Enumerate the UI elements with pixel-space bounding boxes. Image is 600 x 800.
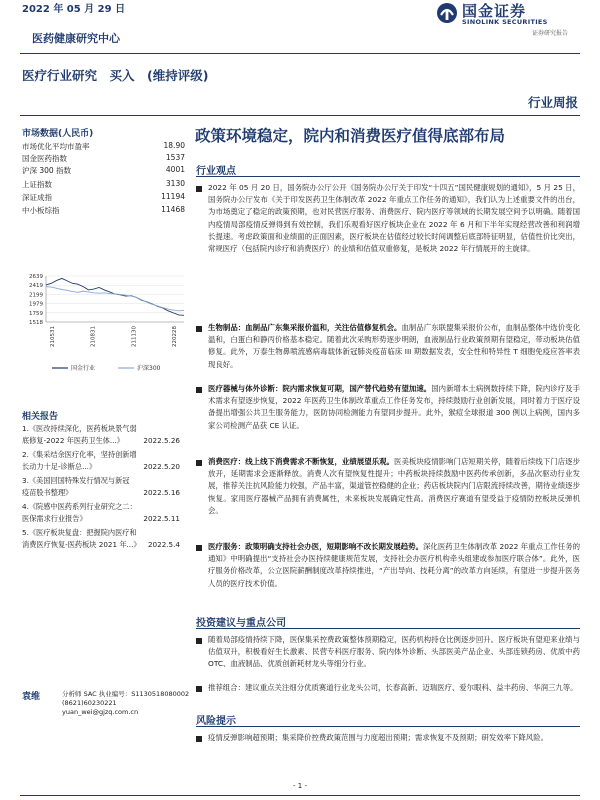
logo-en-text: SINOLINK SECURITIES: [462, 18, 548, 26]
paragraph-services: 医疗服务：政策明确支持社会办医，短期影响不改长期发展趋势。深化医药卫生体制改革 2022 年重点工作任务的通知》中明确提出“支持社会办医持续健康规范发展，支持社会办医疗机构牵头组建或参加医疗联合体”。此外，医疗服务价格改革，公立医院薪酬制度改革持续推进，“产出导向、技耗分离”的改革方向延续，有望进一步提升医务人员的医疗技术价值。: [208, 542, 580, 588]
sinolink-logo-icon: [436, 2, 458, 24]
related-report-item[interactable]: [22, 475, 190, 498]
logo-subtitle: 证券研究报告: [532, 30, 569, 37]
report-type: 行业周报: [527, 95, 578, 110]
analyst-phone: (8621)60230221: [62, 699, 117, 707]
market-row: [22, 165, 185, 176]
x-tick-label: 210831: [90, 326, 97, 347]
section-divider: [196, 726, 580, 727]
related-report-item[interactable]: [22, 423, 190, 446]
footer-divider: [20, 795, 580, 796]
bullet-icon: [196, 736, 202, 742]
series-line-sector: [46, 278, 184, 315]
related-report-title-cont: 长动力十足-诊断总...》 2022.5.20: [22, 461, 180, 471]
related-report-title: 1.《医改持续深化，医药板块景气弱: [22, 424, 137, 433]
related-report-item[interactable]: [22, 449, 190, 472]
related-report-date: 2022.5.4: [147, 539, 180, 549]
x-tick-label: 220228: [172, 326, 178, 347]
market-row: [22, 192, 185, 203]
market-label: 市场优化平均市盈率: [22, 142, 90, 151]
market-data-heading: 市场数据(人民币): [22, 129, 94, 139]
index-line-chart: [14, 270, 194, 405]
bullet-icon: [196, 387, 202, 393]
related-report-date: 2022.5.11: [143, 513, 180, 523]
analyst-contact: [62, 690, 192, 717]
related-report-item[interactable]: [22, 527, 190, 550]
related-report-title-cont: 疫苗股书整理》 2022.5.16: [22, 487, 180, 497]
related-report-item[interactable]: [22, 501, 190, 524]
paragraph-devices: 医疗器械与体外诊断：院内需求恢复可期，国产替代趋势有望加速。国内新增本土病例数持续下降，院内诊疗及手术需求有望逐步恢复，2022 年医药卫生体制改革重点工作任务发布，持续鼓励行业创新发展，同时着力于医疗设备提出增强公共卫生服务能力，医防协同检测能力有望同步提升。此外，猴痘全球报道 300 例以上病例，国内多家公司检测产品获 CE 认证。: [208, 384, 580, 430]
related-report-title-cont: 消费医疗恢复-医药板块 2021 年...》 2022.5.4: [22, 539, 180, 549]
related-report-date: 2022.5.20: [143, 461, 180, 471]
market-row: [22, 141, 185, 152]
y-tick-label: 2639: [29, 274, 43, 280]
market-row: [22, 179, 185, 190]
market-value: 11468: [161, 205, 185, 214]
page-number: - 1 -: [293, 782, 307, 790]
paragraph-policy: 2022 年 05 月 20 日，国务院办公厅公开《国务院办公厅关于印发“十四五”国民健康规划的通知》，5 月 25 日，国务院办公厅发布《关于印发医药卫生体制改革 2022 年重点工作任务的通知》，我们认为上述重要文件的出台，为市场奠定了稳定的政策预期，也对民营医疗服务、消费医疗、院内医疗等领域的长期发展空间予以明确。随着国内疫情局部疫情反弹得到有效控制，我们乐观看好医疗板块企业在 2022 年 6 月和下半年实现经营改善和利润增长提速。考虑政策面和业绩面的正面因素，医疗板块在估值经过较长时间调整后底部特征明显，估值性价比突出，常规医疗（包括院内诊疗和消费医疗）的业绩和估值双重修复，是板块 2022 年行情展开的主旋律。: [208, 183, 580, 254]
related-reports-heading: 相关报告: [22, 412, 59, 422]
market-label: 深证成指: [22, 193, 52, 202]
related-report-title-cont: 底修复-2022 年医药卫生体...》 2022.5.26: [22, 435, 180, 445]
bullet-icon: [196, 638, 202, 644]
bullet-icon: [196, 326, 202, 332]
brand-logo: [436, 0, 586, 38]
paragraph-bio: 生物制品：血制品广东集采报价温和，关注估值修复机会。血制品广东联盟集采报价公布，血制品整体中选价变化温和，白蛋白和静丙价格基本稳定。随着此次采购形势逐步明朗，血液制品行业政策预期有望稳定，带动板块估值修复。此外，万泰生物鼻喷流感病毒载体新冠肺炎疫苗临床 III 期数据发表，安全性和特异性 T 细胞免疫应答率表现良好。: [208, 323, 580, 369]
market-label: 上证指数: [22, 180, 52, 189]
market-value: 18.90: [163, 141, 185, 150]
market-label: 国金医药指数: [22, 154, 67, 163]
related-report-date: 2022.5.16: [143, 487, 180, 497]
report-date: 2022 年 05 月 29 日: [22, 4, 126, 15]
header-divider-2: [20, 115, 580, 116]
section-heading-risk: 风险提示: [196, 716, 236, 727]
analyst-name: 袁维: [22, 692, 41, 702]
analyst-license: 分析师 SAC 执业编号：S1130518080002: [62, 690, 190, 698]
research-center-name: 医药健康研究中心: [32, 32, 120, 45]
market-value: 1537: [165, 153, 185, 162]
header-divider: [20, 53, 580, 54]
y-tick-label: 1518: [29, 320, 43, 326]
related-report-title: 2.《集采结余医疗化率，坚持创新增: [22, 450, 137, 459]
logo-cn-text: 国金证券: [462, 2, 527, 20]
section-divider: [196, 176, 580, 177]
market-value: 4001: [165, 165, 185, 174]
paragraph-risk: 疫情反弹影响超预期；集采降价控费政策范围与力度超出预期；需求恢复不及预期；研发效率下降风险。: [208, 733, 548, 742]
related-report-title: 5.《医疗板块复盘：把握院内医疗和: [22, 528, 137, 537]
related-report-date: 2022.5.26: [143, 435, 180, 445]
market-label: 中小板综指: [22, 206, 60, 215]
market-row: [22, 153, 185, 164]
related-report-title: 3.《美国回国特殊发行情况与新冠: [22, 476, 130, 485]
x-tick-label: 210531: [50, 326, 56, 347]
legend-label-csi300: 沪深300: [137, 365, 161, 372]
report-rating-title: 医疗行业研究 买入 (维持评级): [22, 68, 209, 83]
paragraph-consumer: 消费医疗：线上线下消费需求不断恢复，业绩展望乐观。医美板块疫情影响门店短期关停，随着后续线下门店逐步放开，延期需求会逐渐释放。消费人次有望恢复性提升；中药板块持续鼓励中医药传承创新，多品次驱动行业发展，推荐关注抗风险能力较强，产品丰富，渠道管控稳健的企业；药店板块院内门店限流持续改善，期待业绩逐步恢复。家用医疗器械产品拥有消费属性，未来板块发展确定性高。消费医疗赛道有望受益于疫情防控板块反弹机会。: [208, 457, 580, 515]
market-label: 沪深 300 指数: [22, 166, 72, 175]
paragraph-invest: 随着局部疫情持续下降，医保集采控费政策整体预期稳定，医药机构持仓比例逐步回升。医疗板块有望迎来业绩与估值双升，积极看好生长激素、民营专科医疗服务、院内体外诊断、头部医美产品企业、头部连锁药房、优质中药 OTC、血液制品、优质创新耗材龙头等细分行业。: [208, 635, 580, 669]
analyst-email[interactable]: yuan_wei@gjzq.com.cn: [62, 708, 139, 716]
bullet-icon: [196, 686, 202, 692]
market-value: 11194: [161, 192, 185, 201]
page-title: 政策环境稳定，院内和消费医疗值得底部布局: [195, 127, 506, 145]
section-divider: [196, 628, 580, 629]
bullet-icon: [196, 545, 202, 551]
bullet-icon: [196, 460, 202, 466]
section-heading-invest: 投资建议与重点公司: [196, 618, 286, 629]
y-tick-label: 1759: [29, 310, 43, 317]
section-heading-views: 行业观点: [196, 166, 236, 177]
y-tick-label: 1979: [29, 301, 43, 308]
market-value: 3130: [165, 179, 185, 188]
y-tick-label: 2199: [29, 292, 43, 299]
related-report-title: 4.《院感中医药系列行业研究之二：: [22, 502, 137, 511]
x-tick-label: 211130: [131, 326, 138, 347]
market-row: [22, 205, 185, 216]
y-tick-label: 2419: [29, 283, 43, 290]
series-line-csi300: [46, 287, 184, 311]
related-report-title-cont: 医保需求行业报告》 2022.5.11: [22, 513, 180, 523]
legend-label-sector: 国金行业: [71, 365, 96, 372]
paragraph-portfolio: 推荐组合：建议重点关注细分优质赛道行业龙头公司，长春高新、迈瑞医疗、爱尔眼科、益丰药房、华润三九等。: [208, 683, 578, 692]
bullet-icon: [196, 186, 202, 192]
